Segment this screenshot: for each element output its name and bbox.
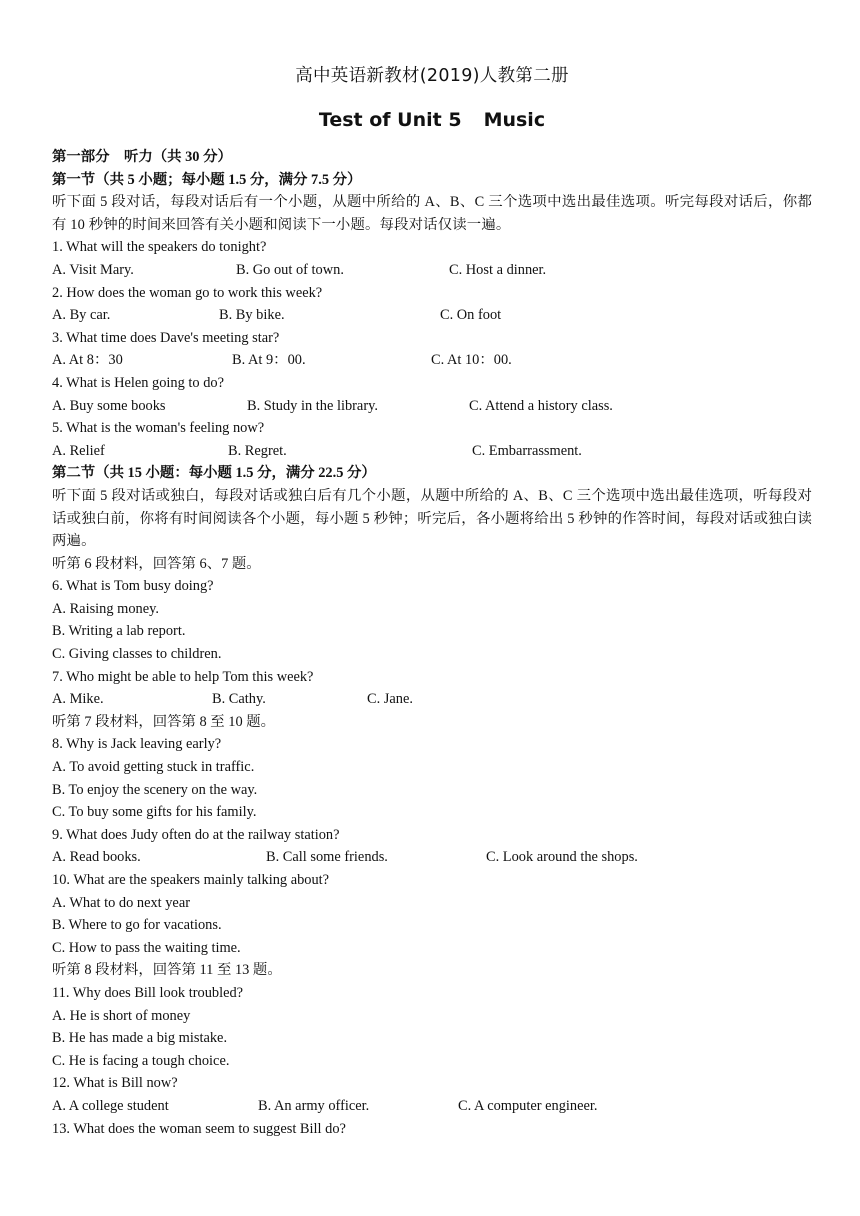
section2-instructions: 听下面 5 段对话或独白，每段对话或独白后有几个小题，从题中所给的 A、B、C 三个选项中选出最佳选项，听每段对话或独白前，你将有时间阅读各个小题，每小题 5 秒钟；听完后，各小题将给出 5 秒钟的作答时间，每段对话或独白读两遍。 (52, 487, 812, 550)
option-b: B. Study in the library. (247, 397, 378, 414)
option-b: B. To enjoy the scenery on the way. (52, 781, 258, 798)
option-c: C. At 10：00. (431, 352, 512, 369)
document-title-cn: 高中英语新教材(2019)人教第二册 (295, 66, 569, 86)
option-a: A. Visit Mary. (52, 261, 134, 278)
option-a: A. What to do next year (52, 894, 191, 911)
option-b: B. He has made a big mistake. (52, 1030, 228, 1047)
option-row (52, 440, 812, 463)
option-a: A. Relief (52, 442, 105, 459)
question-stem: 11. Why does Bill look troubled? (52, 984, 244, 1001)
option-a: A. At 8：30 (52, 352, 123, 369)
exam-content (52, 146, 812, 1140)
material-instruction: 听第 8 段材料，回答第 11 至 13 题。 (52, 962, 282, 979)
option-b: B. Regret. (228, 442, 287, 459)
option-a: A. Buy some books (52, 397, 166, 414)
option-row (52, 688, 812, 711)
option-row (52, 395, 812, 418)
question-stem: 2. How does the woman go to work this week? (52, 284, 323, 301)
option-b: B. Where to go for vacations. (52, 917, 222, 934)
option-c: C. On foot (440, 307, 502, 324)
option-c: C. Giving classes to children. (52, 646, 222, 663)
option-a: A. Read books. (52, 849, 141, 866)
option-row (52, 259, 812, 282)
question-stem: 3. What time does Dave's meeting star? (52, 329, 280, 346)
question-stem: 5. What is the woman's feeling now? (52, 420, 265, 437)
question-stem: 1. What will the speakers do tonight? (52, 239, 267, 256)
option-c: C. Jane. (367, 691, 413, 708)
section1-instructions: 听下面 5 段对话，每段对话后有一个小题，从题中所给的 A、B、C 三个选项中选出最佳选项。听完每段对话后，你都有 10 秒钟的时间来回答有关小题和阅读下一小题。每段对话仅读一遍。 (52, 194, 812, 233)
part1-heading: 第一部分 听力（共 30 分） (52, 149, 232, 165)
section1-heading: 第一节（共 5 小题；每小题 1.5 分，满分 7.5 分） (52, 171, 362, 188)
option-b: B. At 9：00. (232, 352, 306, 369)
option-c: C. How to pass the waiting time. (52, 939, 241, 956)
option-c: C. Host a dinner. (449, 261, 547, 278)
option-a: A. Mike. (52, 691, 104, 708)
question-stem: 6. What is Tom busy doing? (52, 578, 214, 595)
title-topic: Music (483, 109, 546, 131)
question-stem: 7. Who might be able to help Tom this week? (52, 668, 314, 685)
option-b: B. By bike. (219, 307, 285, 324)
section2-heading: 第二节（共 15 小题：每小题 1.5 分，满分 22.5 分） (52, 465, 376, 482)
option-c: C. A computer engineer. (458, 1097, 598, 1114)
option-b: B. An army officer. (258, 1097, 370, 1114)
question-stem: 4. What is Helen going to do? (52, 374, 224, 391)
option-a: A. Raising money. (52, 600, 159, 617)
question-stem: 10. What are the speakers mainly talking about? (52, 872, 330, 888)
option-b: B. Go out of town. (236, 261, 344, 278)
question-stem: 9. What does Judy often do at the railway station? (52, 826, 340, 843)
option-a: A. By car. (52, 307, 111, 324)
option-a: A. To avoid getting stuck in traffic. (52, 759, 255, 776)
option-row (52, 1095, 812, 1118)
option-c: C. Look around the shops. (486, 849, 638, 866)
option-c: C. Embarrassment. (472, 442, 582, 459)
option-c: C. To buy some gifts for his family. (52, 804, 257, 821)
option-c: C. He is facing a tough choice. (52, 1052, 230, 1069)
material-instruction: 听第 7 段材料，回答第 8 至 10 题。 (52, 713, 276, 730)
document-title-en (52, 109, 812, 131)
question-stem: 13. What does the woman seem to suggest Bill do? (52, 1120, 346, 1137)
material-instruction: 听第 6 段材料，回答第 6、7 题。 (52, 555, 261, 572)
option-a: A. He is short of money (52, 1007, 191, 1024)
option-c: C. Attend a history class. (469, 397, 613, 414)
option-b: B. Cathy. (212, 691, 266, 708)
option-a: A. A college student (52, 1097, 169, 1114)
option-row (52, 349, 812, 372)
question-stem: 12. What is Bill now? (52, 1075, 178, 1092)
option-b: B. Writing a lab report. (52, 623, 186, 640)
option-b: B. Call some friends. (266, 849, 388, 866)
title-unit: Test of Unit 5 (318, 109, 462, 131)
option-row (52, 304, 812, 327)
question-stem: 8. Why is Jack leaving early? (52, 736, 222, 753)
option-row (52, 846, 812, 869)
